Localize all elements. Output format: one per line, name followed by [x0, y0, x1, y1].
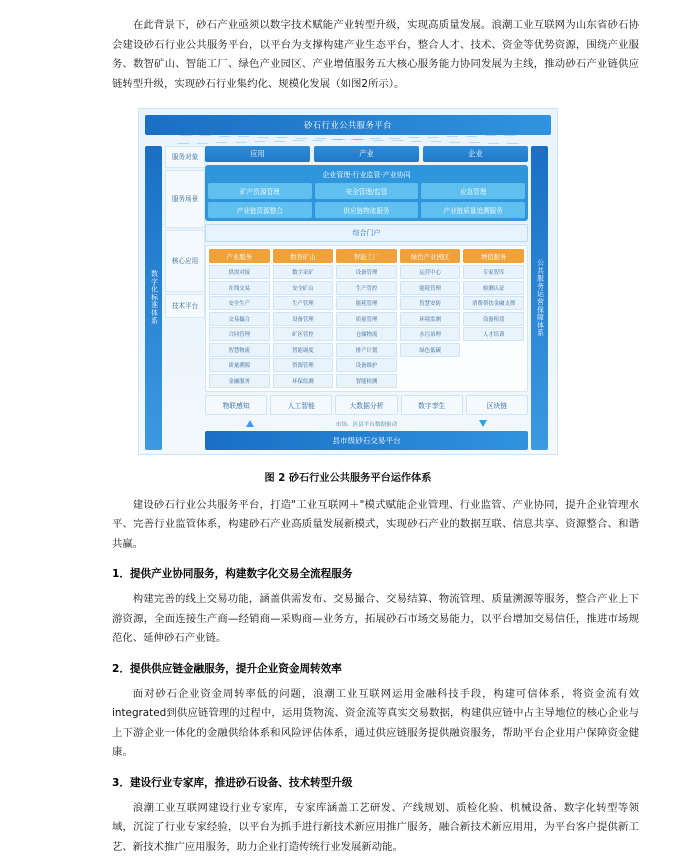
- platform-diagram: [138, 108, 558, 455]
- scene-item-emergency: 应急管理: [421, 183, 525, 199]
- core-item: 设备管理: [273, 312, 334, 326]
- county-platform-bar: 县市级砂石交易平台: [205, 431, 528, 450]
- core-item: 消费帮扶金融支撑: [463, 296, 524, 310]
- scene-item-mineral-resource: 矿产资源管理: [208, 183, 312, 199]
- core-item: 环境监测: [400, 312, 461, 326]
- scene-item-chain-integration: 产业链资源整合: [208, 202, 312, 218]
- standards-system-label: 数字化标准体系: [149, 270, 159, 325]
- scene-item-quality-trace: 产业链质量追溯服务: [421, 202, 525, 218]
- gap-after-caption: [0, 484, 696, 496]
- core-head-value-added: 增值服务: [463, 249, 524, 263]
- data-flow-note: 市场、区县平台数据驱动: [336, 420, 398, 428]
- core-item: 设备租赁: [463, 312, 524, 326]
- core-column-smart-factory: [336, 249, 397, 388]
- scene-item-logistics: 供应链物流服务: [315, 202, 419, 218]
- core-column-value-added: [463, 249, 524, 388]
- service-object-industry: 产业: [314, 146, 419, 162]
- core-item: 人才培训: [463, 327, 524, 341]
- core-items-value-added: [463, 265, 524, 341]
- portal-bar: 综合门户: [205, 224, 528, 242]
- paragraph-intro: 在此背景下，砂石产业亟须以数字技术赋能产业转型升级，实现高质量发展。浪潮工业互联网为山东省砂石协会建设砂石行业公共服务平台，以平台为支撑构建产业生态平台，整合人才、技术、资金等优势资源，围绕产业服务、数智矿山、智能工厂、绿色产业园区、产业增值服务五大核心服务能力协同发展为主线，推动砂石产业链供应链转型升级，实现砂石行业集约化、规模化发展（如图2所示）。: [112, 16, 639, 94]
- paragraph-section-2: 面对砂石企业资金周转率低的问题，浪潮工业互联网运用金融科技手段，构建可信体系，将资金流有效integrated到供应链管理的过程中，运用货物流、资金流等真实交易数据，构建供应链中占主导地位的核心企业与上下游企业一体化的金融供给体系和风险评估体系，通过供应链服务提供融资服务，帮助平台企业用户保障资金健康。: [112, 685, 639, 763]
- paragraph-section-3: 浪潮工业互联网建设行业专家库，专家库涵盖工艺研发、产线规划、质检化验、机械设备、数字化转型等领域，沉淀了行业专家经验，以平台为抓手进行新技术新应用推广服务，融合新技术新应用用，为平台客户提供新工艺、新技术推广应用服务，助力企业打造传统行业发展新动能。: [112, 799, 639, 857]
- core-column-industry-service: [209, 249, 270, 388]
- core-head-smart-factory: 智能工厂: [336, 249, 397, 263]
- standards-system-rail: [145, 146, 162, 450]
- core-item: 专家智库: [463, 265, 524, 279]
- core-items-smart-mine: [273, 265, 334, 388]
- core-columns: [209, 249, 524, 388]
- scene-header-label: 企业管理·行业监管·产业协同: [208, 168, 525, 183]
- core-items-industry-service: [209, 265, 270, 388]
- operations-guarantee-rail: [531, 146, 548, 450]
- gap-1: [0, 554, 696, 566]
- core-items-green-park: [400, 265, 461, 357]
- tech-item-bigdata: 大数据分析: [335, 395, 397, 415]
- tech-platform-row: [205, 395, 528, 415]
- layer-label-service-object: 服务对象: [165, 146, 205, 168]
- figure-caption: 图 2 砂石行业公共服务平台运作体系: [0, 469, 696, 484]
- tech-item-ai: 人工智能: [270, 395, 332, 415]
- core-item: 设备维护: [336, 358, 397, 372]
- core-items-smart-factory: [336, 265, 397, 388]
- core-item: 质量溯源: [209, 358, 270, 372]
- core-item: 合同管理: [209, 327, 270, 341]
- layer-label-tech-platform: 技术平台: [165, 294, 205, 318]
- core-column-green-park: [400, 249, 461, 388]
- figure-title-banner: 砂石行业公共服务平台: [145, 115, 551, 135]
- core-item: 生产管控: [336, 281, 397, 295]
- core-item: 绿色低碳: [400, 343, 461, 357]
- core-item: 安全矿山: [273, 281, 334, 295]
- figure-body: [145, 146, 551, 450]
- core-item: 供需对接: [209, 265, 270, 279]
- tech-item-digital-twin: 数字孪生: [401, 395, 463, 415]
- left-layer-labels: [165, 146, 205, 450]
- layer-label-core-application: 核心应用: [165, 230, 205, 292]
- core-item: 在线交易: [209, 281, 270, 295]
- core-head-green-park: 绿色产业园区: [400, 249, 461, 263]
- core-item: 交易撮合: [209, 312, 270, 326]
- service-object-enterprise: 企业: [423, 146, 528, 162]
- core-item: 数字采矿: [273, 265, 334, 279]
- figure-container: [0, 108, 696, 455]
- core-item: 生产管理: [273, 296, 334, 310]
- core-item: 检测认证: [463, 281, 524, 295]
- service-object-application: 应用: [205, 146, 310, 162]
- core-item: 能耗管理: [336, 296, 397, 310]
- service-scene-box: [205, 165, 528, 221]
- diagram-center-column: [205, 146, 528, 450]
- core-item: 水污治理: [400, 327, 461, 341]
- top-spacer: [0, 0, 696, 16]
- core-item: 智慧安防: [400, 296, 461, 310]
- layer-label-service-scene: 服务场景: [165, 170, 205, 228]
- data-flow-arrows: [205, 418, 528, 430]
- gap-h1: [0, 581, 696, 590]
- core-head-industry-service: 产业服务: [209, 249, 270, 263]
- gap-h2: [0, 676, 696, 685]
- service-objects-row: [205, 146, 528, 162]
- roof-decoration: [175, 135, 521, 144]
- core-item: 安全生产: [209, 296, 270, 310]
- arrow-down-icon: [479, 420, 487, 427]
- scene-item-safety: 安全管理/监管: [315, 183, 419, 199]
- gap-3: [0, 763, 696, 775]
- heading-section-3: 3．建设行业专家库，推进砂石设备、技术转型升级: [112, 775, 639, 790]
- core-item: 运营中心: [400, 265, 461, 279]
- core-column-smart-mine: [273, 249, 334, 388]
- tech-item-iot: 物联感知: [205, 395, 267, 415]
- core-item: 质量管理: [336, 312, 397, 326]
- core-head-smart-mine: 数智矿山: [273, 249, 334, 263]
- core-item: 资源管理: [273, 358, 334, 372]
- tech-item-blockchain: 区块链: [466, 395, 528, 415]
- core-application-box: [205, 245, 528, 392]
- core-item: 能耗管理: [400, 281, 461, 295]
- heading-section-2: 2．提供供应链金融服务，提升企业资金周转效率: [112, 661, 639, 676]
- core-item: 设备管理: [336, 265, 397, 279]
- core-item: 智能调度: [273, 343, 334, 357]
- core-item: 排产计划: [336, 343, 397, 357]
- paragraph-after-figure: 建设砂石行业公共服务平台，打造"工业互联网＋"模式赋能企业管理、行业监管、产业协同，提升企业管理水平、完善行业监管体系，构建砂石产业高质量发展新模式，实现砂石产业的数据互联、信息共享、资源整合、和谐共赢。: [112, 496, 639, 555]
- operations-guarantee-label: 公共服务运营保障体系: [535, 259, 545, 337]
- heading-section-1: 1．提供产业协同服务，构建数字化交易全流程服务: [112, 566, 639, 581]
- paragraph-section-1: 构建完善的线上交易功能，涵盖供需发布、交易撮合、交易结算、物流管理、质量溯源等服务，整合产业上下游资源，全面连接生产商—经销商—采购商—业务方，拓展砂石市场交易能力，以平台增加交易信任，推进市场规范化、延伸砂石产业链。: [112, 590, 639, 649]
- core-item: 智慧物流: [209, 343, 270, 357]
- scene-grid: [208, 183, 525, 218]
- core-item: 矿区管控: [273, 327, 334, 341]
- gap-2: [0, 649, 696, 661]
- core-item: 智能检测: [336, 374, 397, 388]
- core-item: 金融服务: [209, 374, 270, 388]
- arrow-up-icon: [246, 420, 254, 427]
- gap-h3: [0, 790, 696, 799]
- core-item: 仓储物流: [336, 327, 397, 341]
- core-item: 环保监测: [273, 374, 334, 388]
